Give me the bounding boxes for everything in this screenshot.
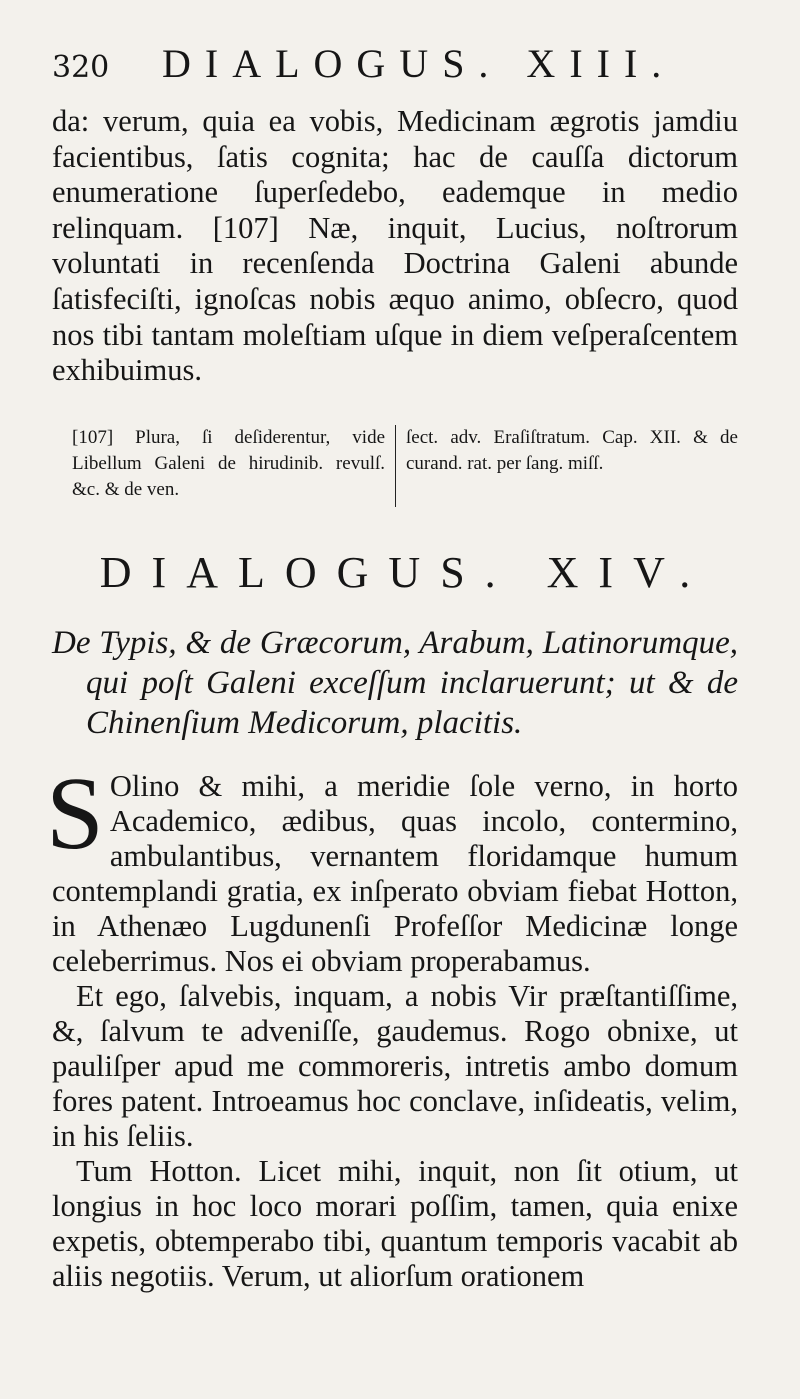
paragraph-3: Tum Hotton. Licet mihi, inquit, non ſit otium, ut longius in hoc loco morari poſſim, tamen, quia enixe expetis, obtemperabo tibi, quantum temporis vacabit ab aliis negotiis. Verum, ut aliorſum orationem (52, 1153, 738, 1293)
chapter-subtitle: De Typis, & de Græcorum, Arabum, Latinorumque, qui poſt Galeni exceſſum inclaruerunt; ut & de Chinenſium Medicorum, placitis. (52, 624, 738, 741)
continued-paragraph (52, 104, 738, 389)
paragraph-2: Et ego, ſalvebis, inquam, a nobis Vir præſtantiſſime, &, ſalvum te adveniſſe, gaudemus. Rogo obnixe, ut pauliſper apud me commoreris, intretis ambo domum fores patent. Introeamus hoc conclave, inſideatis, velim, in his ſeliis. (52, 978, 738, 1153)
page-number: 320 (52, 50, 110, 85)
paragraph-1-text: Olino & mihi, a meridie ſole verno, in horto Academico, ædibus, quas incolo, contermino, ambulantibus, vernantem floridamque humum contemplandi gratia, ex inſperato obviam fiebat Hotton, in Athenæo Lugdunenſi Profeſſor Medicinæ longe celeberrimus. Nos ei obviam properabamus. (52, 768, 738, 978)
footnote-block (52, 425, 738, 507)
chapter-heading: DIALOGUS. XIV. (99, 547, 711, 597)
footnote-column-left: [107] Plura, ſi deſiderentur, vide Libellum Galeni de hirudinib. revulſ. &c. & de ven. (52, 425, 396, 507)
continued-paragraph-text: da: verum, quia ea vobis, Medicinam ægrotis jamdiu facientibus, ſatis cognita; hac de cauſſa dictorum enumeratione ſuperſedebo, eademque in medio relinquam. [107] Næ, inquit, Lucius, noſtrorum voluntati in recenſenda Doctrina Galeni abunde ſatisfeciſti, ignoſcas nobis æquo animo, obſecro, quod nos tibi tantam moleſtiam uſque in diem veſperaſcentem exhibuimus. (52, 104, 738, 388)
running-head (52, 40, 738, 104)
body-text (46, 755, 738, 1294)
paragraph-1 (46, 755, 738, 979)
drop-cap: S (46, 755, 104, 871)
footnote-column-right: ſect. adv. Eraſiſtratum. Cap. XII. & de curand. rat. per ſang. miſſ. (406, 426, 738, 474)
running-title: DIALOGUS. XIII. (162, 41, 676, 86)
